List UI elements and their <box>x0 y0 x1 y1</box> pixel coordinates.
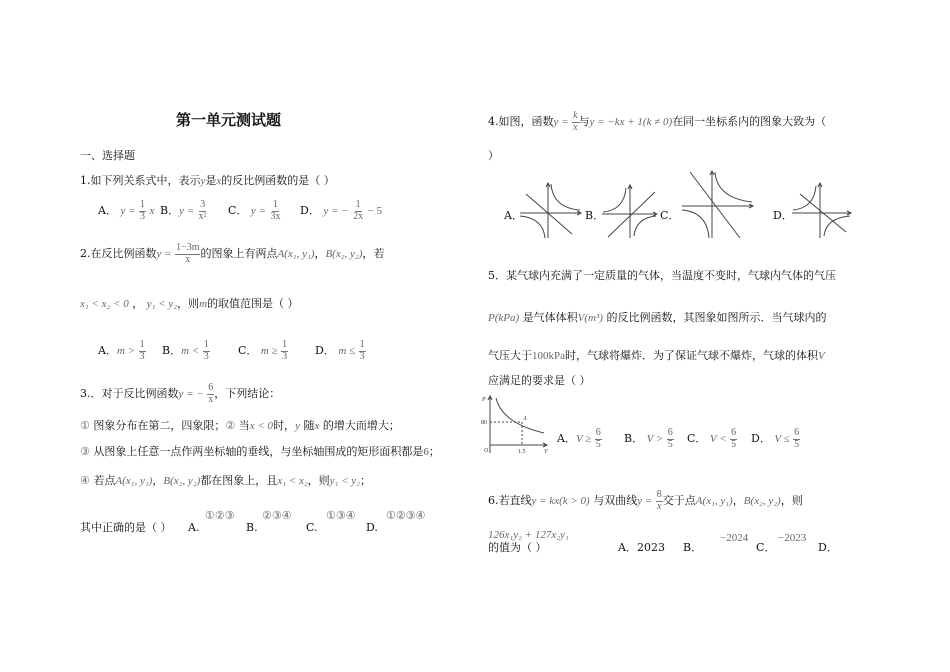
q5-line-3: 气压大于100kPa时，气球将爆炸．为了保证气球不爆炸，气球的体积V <box>488 349 825 362</box>
q3-answer-lead: 其中正确的是（ ） <box>80 521 172 534</box>
q4-graph-d[interactable] <box>790 180 854 240</box>
q3-option-d-value: ①②③④ <box>386 510 426 522</box>
q4-graph-a[interactable] <box>518 180 584 240</box>
q4-option-b-label[interactable]: B． <box>585 209 605 222</box>
q5-option-d[interactable]: D． V ≤ $\frac{6}{5}$ <box>751 427 800 450</box>
q3-option-c-value: ①③④ <box>326 510 356 522</box>
q3-stem: 3.．对于反比例函数y = − $\frac{6}{x}$ ，下列结论： <box>80 382 281 405</box>
q1-option-d[interactable]: D． y = − $\frac{1}{2x}$ − 5 <box>300 199 383 222</box>
q6-option-a[interactable]: A．2023 <box>618 541 665 554</box>
page-title: 第一单元测试题 <box>176 111 282 129</box>
q2-option-c[interactable]: C． m ≥ $\frac{1}{3}$ <box>238 339 288 362</box>
q2-option-a[interactable]: A．m > $\frac{1}{3}$ <box>98 339 145 362</box>
q3-option-a-value: ①②③ <box>205 510 235 522</box>
q5-graph-origin: O <box>484 448 489 454</box>
q5-option-a[interactable]: A．V ≥ $\frac{6}{5}$ <box>557 427 601 450</box>
q4-stem: 4.如图，函数y = $\frac{k}{x}$ 与y = −kx + 1(k ≠ 0)在同一坐标系内的图象大致为（ <box>488 110 827 133</box>
section-heading: 一、选择题 <box>80 149 135 162</box>
q2-option-b[interactable]: B．m < $\frac{1}{3}$ <box>162 339 209 362</box>
q6-expression: 126x₁y₂ + 127x₂y₁ <box>488 529 569 541</box>
q1-option-a[interactable]: A． y = $\frac{1}{3}$ x <box>98 199 155 222</box>
q5-graph-y-tick: 80 <box>481 420 487 426</box>
q1-option-b[interactable]: B．y = $\frac{3}{\text{x²}}$ <box>160 199 207 222</box>
q6-option-d-label[interactable]: D． <box>818 541 838 554</box>
q5-option-b[interactable]: B． V > $\frac{6}{5}$ <box>624 427 673 450</box>
q5-line-1: 5．某气球内充满了一定质量的气体，当温度不变时，气球内气体的气压 <box>488 269 836 282</box>
q5-graph-y-label: P <box>482 397 486 403</box>
q4-graph-b[interactable] <box>600 182 658 240</box>
q3-statement-4: ④ 若点A(x₁, y₁)，B(x₂, y₂)都在图象上，且x₁ < x₂，则y₁ < y₂； <box>80 474 371 487</box>
q4-option-d-label[interactable]: D． <box>773 209 793 222</box>
q5-graph-point: A <box>523 416 527 422</box>
q4-option-a-label[interactable]: A． <box>504 209 523 222</box>
q5-graph-x-tick: 1.5 <box>518 449 526 455</box>
q2-stem: 2.在反比例函数y = $\frac{1-3m}{x}$ 的图象上有两点A(x₁, y₁)，B(x₂, y₂)，若 <box>80 242 385 265</box>
q4-stem-close: ） <box>488 149 499 162</box>
q6-answer-lead: 的值为（ ） <box>488 541 547 554</box>
q3-option-b-label[interactable]: B. <box>246 521 258 534</box>
q3-option-c-label[interactable]: C. <box>306 521 318 534</box>
q2-condition: x₁ < x₂ < 0 ， y₁ < y₂，则m的取值范围是（ ） <box>80 297 299 310</box>
q3-statement-1-2: ① 图象分布在第二，四象限；② 当x < 0时，y 随x 的增大而增大； <box>80 419 400 432</box>
q2-option-d[interactable]: D． m ≤ $\frac{1}{3}$ <box>315 339 365 362</box>
q5-line-2: P(kPa) 是气体体积V(m³) 的反比例函数，其图象如图所示．当气球内的 <box>488 311 827 324</box>
q5-line-4: 应满足的要求是（ ） <box>488 374 591 387</box>
q4-graph-c[interactable] <box>680 168 756 240</box>
q3-option-d-label[interactable]: D. <box>366 521 378 534</box>
q6-stem: 6.若直线y = kx(k > 0) 与双曲线y = $\frac{8}{x}$ 交于点A(x₁, y₁)，B(x₂, y₂)，则 <box>488 489 803 512</box>
q1-option-c[interactable]: C． y = $\frac{1}{3x}$ <box>228 199 281 222</box>
q5-option-c[interactable]: C． V < $\frac{6}{5}$ <box>687 427 737 450</box>
q6-option-b-value: −2024 <box>720 532 749 544</box>
q5-pressure-volume-graph <box>480 393 550 457</box>
q1-stem: 1.如下列关系式中，表示y是x的反比例函数的是（ ） <box>80 174 335 187</box>
q5-graph-x-label: V <box>544 449 548 455</box>
q6-option-c-value: −2023 <box>778 532 807 544</box>
q4-option-c-label[interactable]: C． <box>660 209 680 222</box>
q6-option-b-label[interactable]: B． <box>683 541 703 554</box>
q3-option-a-label[interactable]: A. <box>188 521 200 534</box>
q3-option-b-value: ②③④ <box>262 510 292 522</box>
q6-option-c-label[interactable]: C． <box>756 541 776 554</box>
q3-statement-3: ③ 从图象上任意一点作两坐标轴的垂线，与坐标轴围成的矩形面积都是6； <box>80 445 440 458</box>
